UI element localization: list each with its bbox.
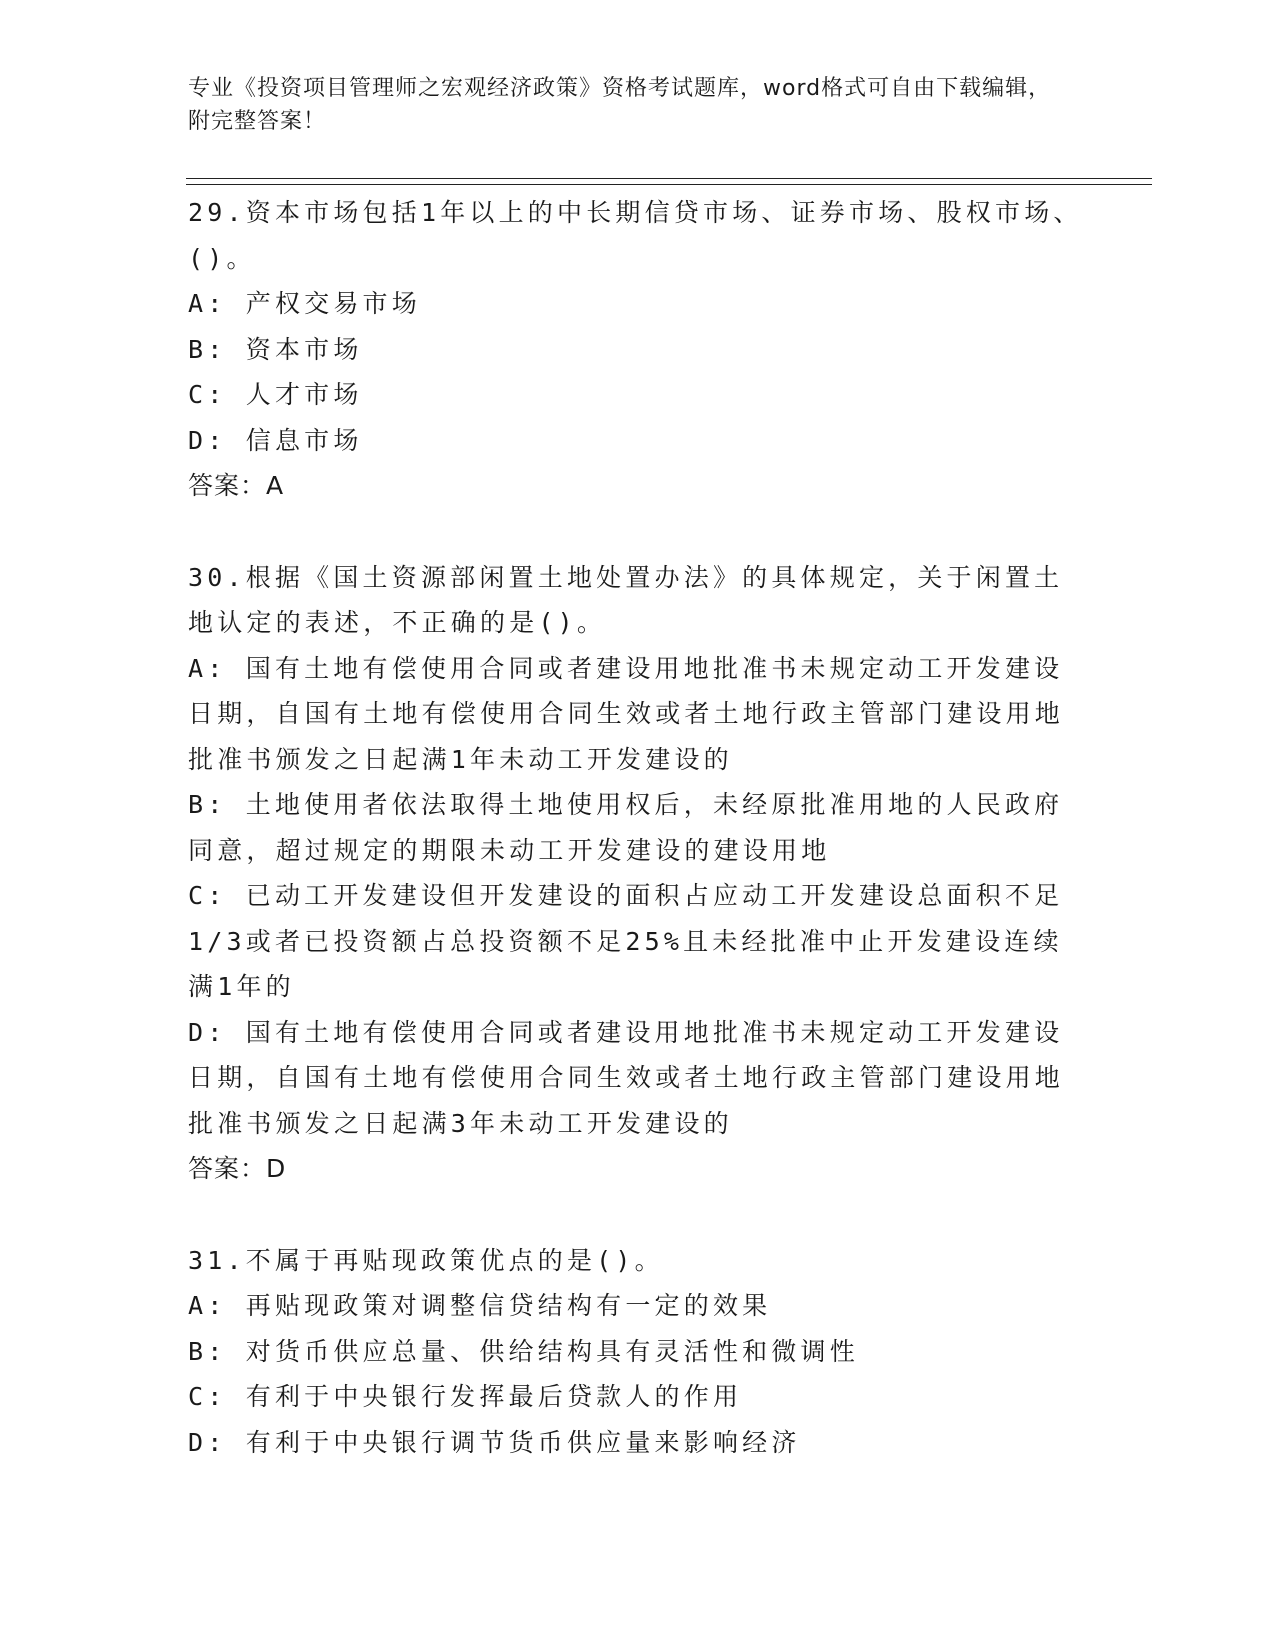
option-c: C: 有利于中央银行发挥最后贷款人的作用 [188, 1382, 743, 1411]
question-list [188, 190, 1088, 1511]
option-c: C: 人才市场 [188, 380, 363, 409]
option-a: A: 再贴现政策对调整信贷结构有一定的效果 [188, 1291, 772, 1320]
option-a: A: 国有土地有偿使用合同或者建设用地批准书未规定动工开发建设日期，自国有土地有偿使用合同生效或者土地行政主管部门建设用地批准书颁发之日起满1年未动工开发建设的 [188, 653, 1065, 774]
question-30 [188, 555, 1088, 1192]
question-stem: 31.不属于再贴现政策优点的是()。 [188, 1245, 664, 1275]
option-b: B: 资本市场 [188, 334, 363, 364]
option-d: D: 信息市场 [188, 425, 363, 455]
option-d: D: 国有土地有偿使用合同或者建设用地批准书未规定动工开发建设日期，自国有土地有偿使用合同生效或者土地行政主管部门建设用地批准书颁发之日起满3年未动工开发建设的 [188, 1017, 1065, 1138]
answer-label: 答案：D [188, 1154, 287, 1183]
header-divider-top [186, 178, 1152, 179]
option-b: B: 土地使用者依法取得土地使用权后，未经原批准用地的人民政府同意，超过规定的期限未动工开发建设的建设用地 [188, 790, 1064, 865]
option-d: D: 有利于中央银行调节货币供应量来影响经济 [188, 1427, 801, 1457]
header-divider-bottom [186, 184, 1152, 185]
option-b: B: 对货币供应总量、供给结构具有灵活性和微调性 [188, 1336, 859, 1366]
question-stem: 29.资本市场包括1年以上的中长期信贷市场、证券市场、股权市场、()。 [188, 198, 1083, 273]
question-stem: 30.根据《国土资源部闲置土地处置办法》的具体规定，关于闲置土地认定的表述，不正确的是()。 [188, 562, 1064, 637]
option-c: C: 已动工开发建设但开发建设的面积占应动工开发建设总面积不足1/3或者已投资额占总投资额不足25%且未经批准中止开发建设连续满1年的 [188, 881, 1064, 1001]
document-header: 专业《投资项目管理师之宏观经济政策》资格考试题库，word格式可自由下载编辑，附完整答案！ [188, 76, 1052, 134]
option-a: A: 产权交易市场 [188, 289, 421, 318]
answer-label: 答案：A [188, 471, 285, 500]
question-31 [188, 1238, 1088, 1466]
question-29 [188, 190, 1088, 509]
